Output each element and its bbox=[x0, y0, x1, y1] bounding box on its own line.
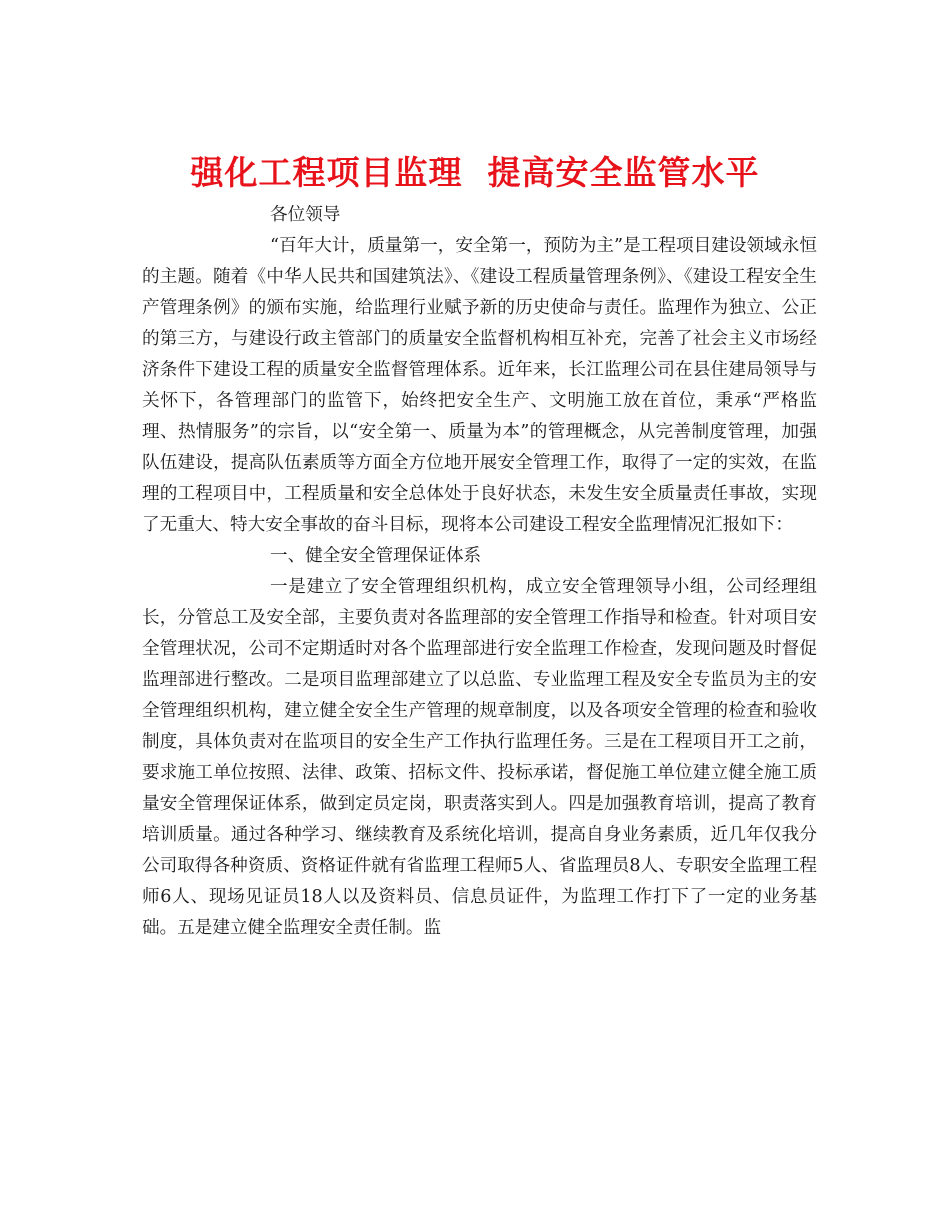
section-heading: 一、健全安全管理保证体系 bbox=[270, 546, 482, 566]
greeting: 各位领导 bbox=[270, 205, 341, 225]
document-title: 强化工程项目监理 提高安全监管水平 bbox=[190, 153, 760, 193]
intro-paragraph: “百年大计，质量第一，安全第一，预防为主”是工程项目建设领域永恒的主题。随着《中华人民共和国建筑法》、《建设工程质量管理条例》、《建设工程安全生产管理条例》的颁布实施，给监理行业赋予新的历史使命与责任。监理作为独立、公正的第三方，与建设行政主管部门的质量安全监督机构相互补充，完善了社会主义市场经济条件下建设工程的质量安全监督管理体系。近年来，长江监理公司在县住建局领导与关怀下，各管理部门的监管下，始终把安全生产、文明施工放在首位，秉承“严格监理、热情服务”的宗旨，以“安全第一、质量为本”的管理概念，从完善制度管理，加强队伍建设，提高队伍素质等方面全方位地开展安全管理工作，取得了一定的实效，在监理的工程项目中，工程质量和安全总体处于良好状态，未发生安全质量责任事故，实现了无重大、特大安全事故的奋斗目标，现将本公司建设工程安全监理情况汇报如下： bbox=[142, 236, 817, 535]
section-paragraph: 一是建立了安全管理组织机构，成立安全管理领导小组，公司经理组长，分管总工及安全部，主要负责对各监理部的安全管理工作指导和检查。针对项目安全管理状况，公司不定期适时对各个监理部进行安全监理工作检查，发现问题及时督促监理部进行整改。二是项目监理部建立了以总监、专业监理工程及安全专监员为主的安全管理组织机构，建立健全安全生产管理的规章制度，以及各项安全管理的检查和验收制度，具体负责对在监项目的安全生产工作执行监理任务。三是在工程项目开工之前，要求施工单位按照、法律、政策、招标文件、投标承诺，督促施工单位建立健全施工质量安全管理保证体系，做到定员定岗，职责落实到人。四是加强教育培训，提高了教育培训质量。通过各种学习、继续教育及系统化培训，提高自身业务素质，近几年仅我分公司取得各种资质、资格证件就有省监理工程师5人、省监理员8人、专职安全监理工程师6人、现场见证员18人以及资料员、信息员证件，为监理工作打下了一定的业务基础。五是建立健全监理安全责任制。监 bbox=[142, 577, 817, 938]
document-body bbox=[142, 200, 817, 944]
